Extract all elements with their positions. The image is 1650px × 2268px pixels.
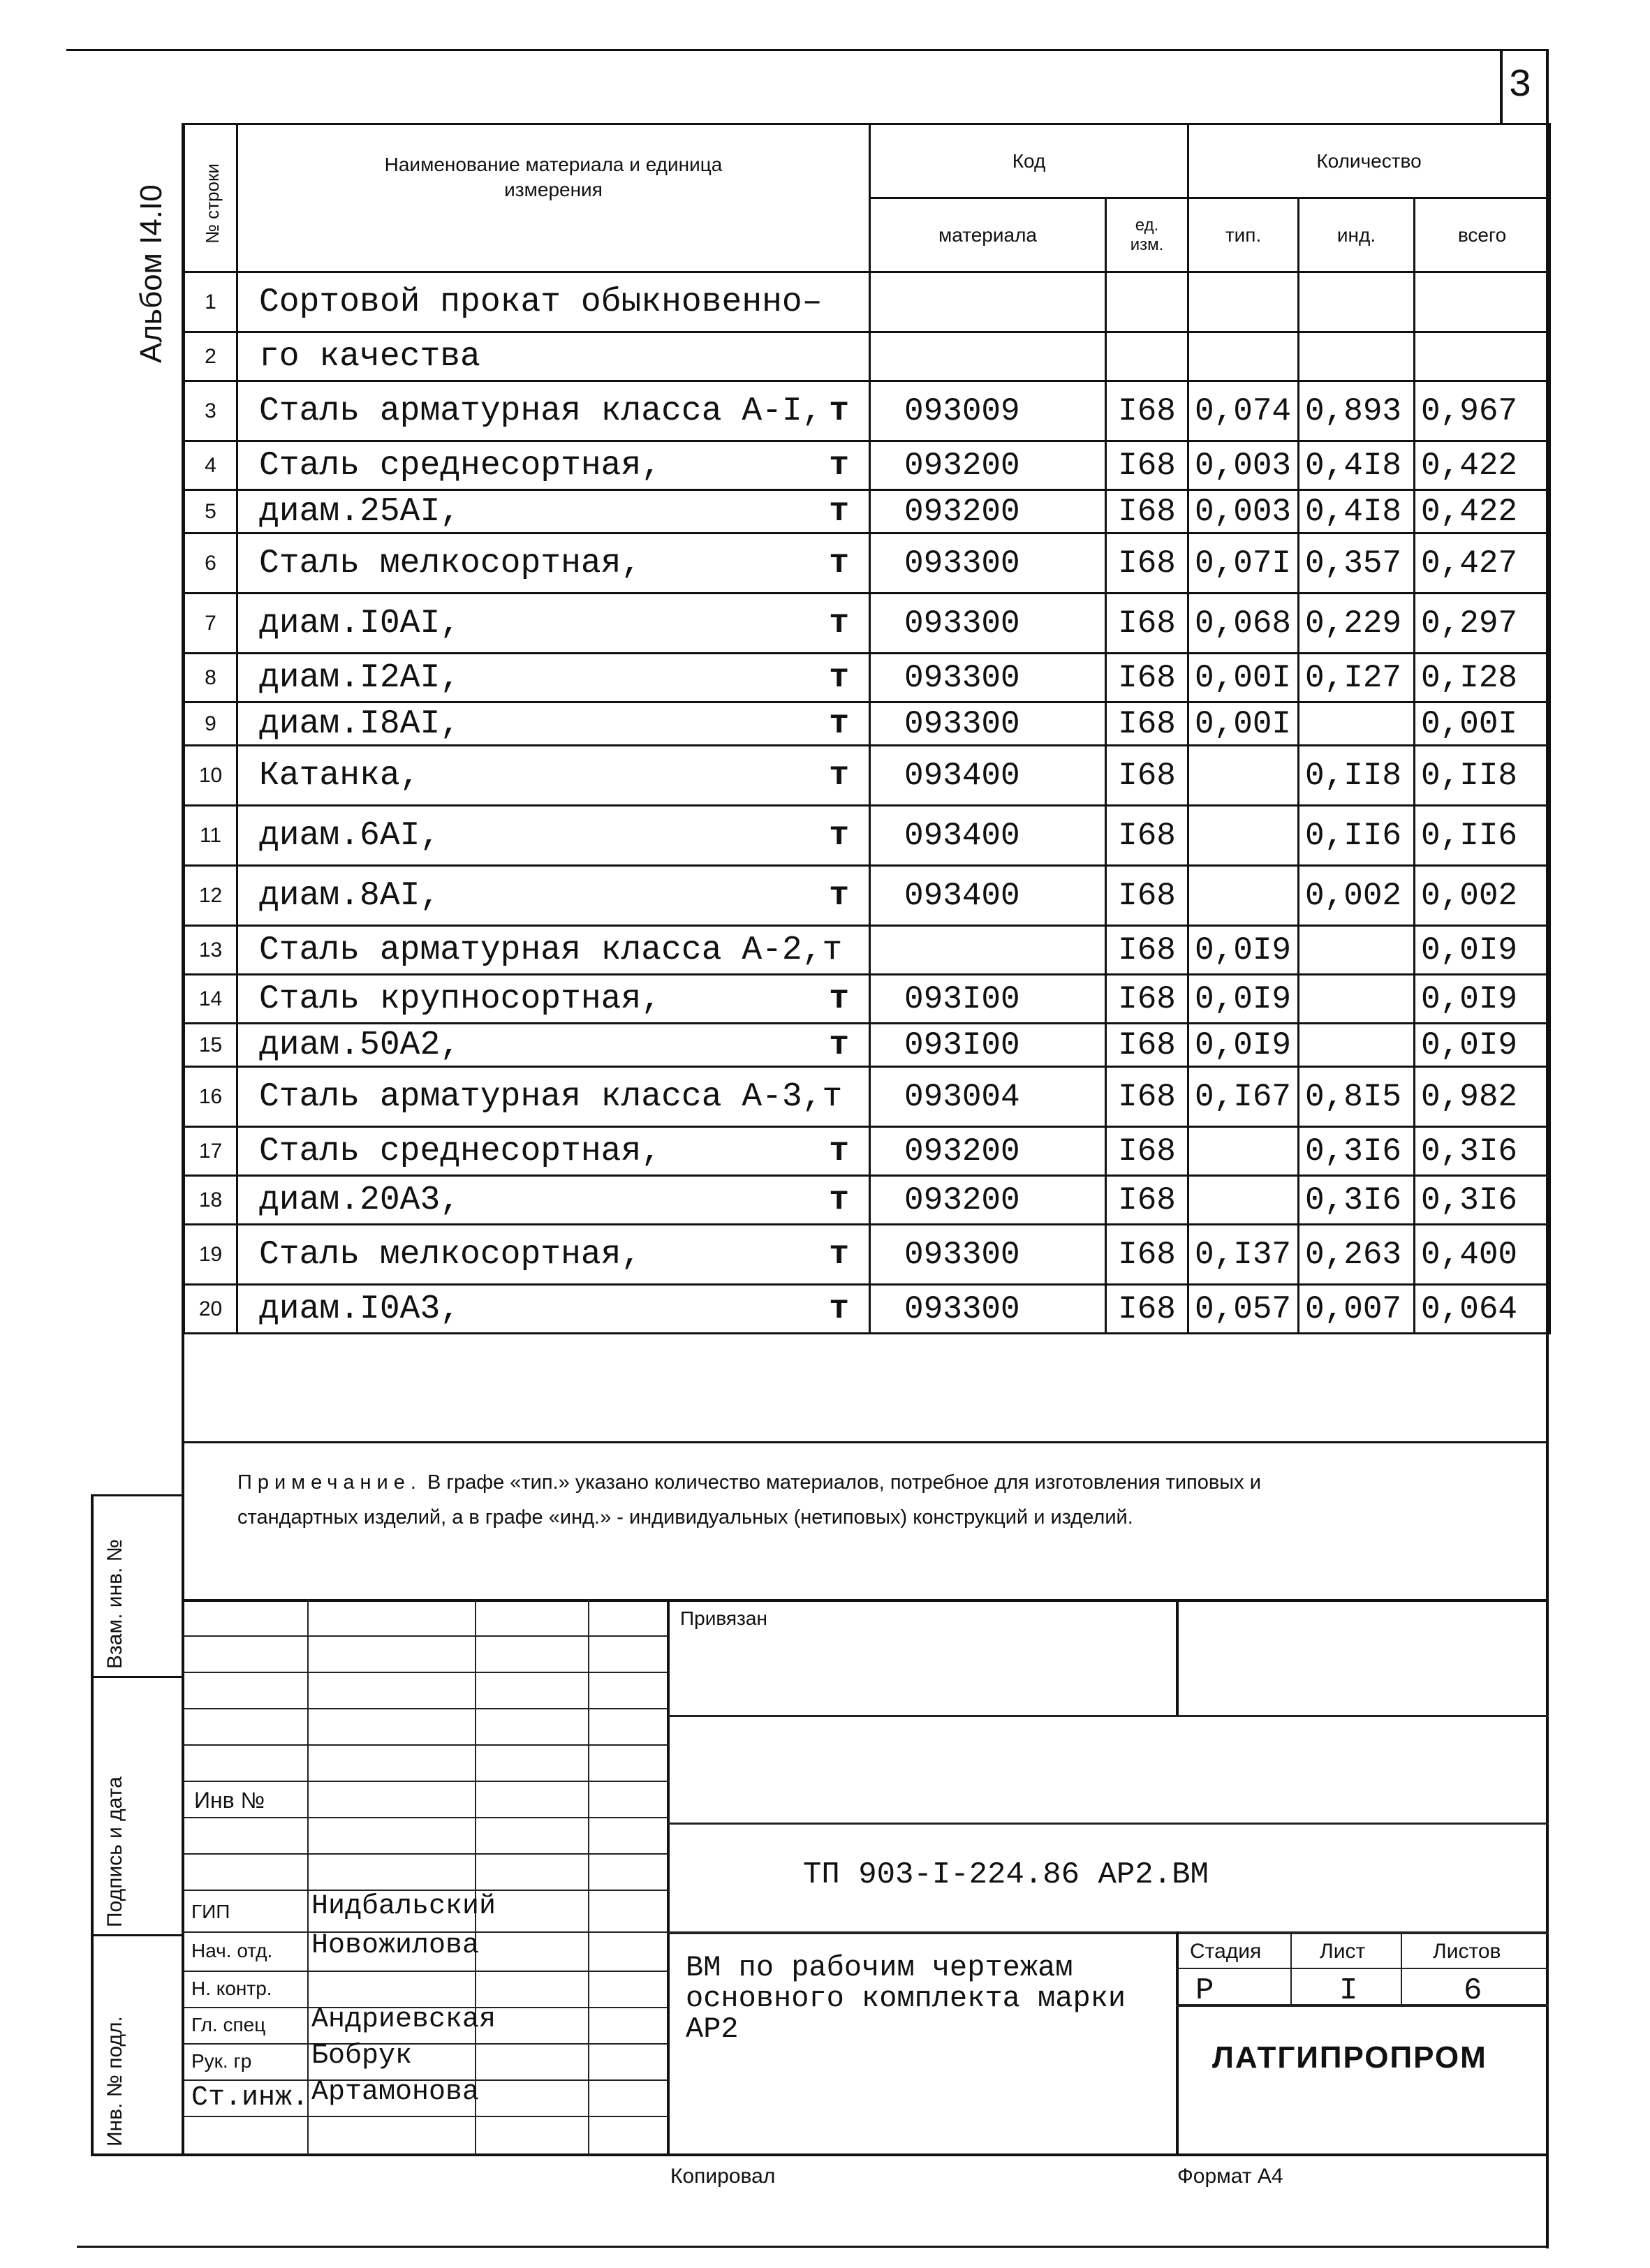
material-name: Сталь арматурная класса А-2,т [237,926,870,975]
unit-code: І68 [1106,866,1188,926]
table-row [184,1024,1550,1067]
stage-label: Стадия [1190,1940,1262,1963]
qty-typ: 0,0І9 [1188,926,1299,975]
table-row [184,381,1550,441]
org-name: ЛАТГИПРОПРОМ [1212,2040,1487,2075]
qty-ind: 0,893 [1299,381,1415,441]
unit-code [1106,332,1188,381]
stamp-col-2 [475,1599,476,2155]
bottom-border [77,2246,1549,2248]
stage-col-2 [1401,1931,1402,2005]
unit-label: т [829,544,849,582]
qty-ind: 0,357 [1299,533,1415,594]
material-code [870,272,1106,332]
qty-total: 0,ІІ6 [1415,806,1550,866]
material-code: 093200 [870,1176,1106,1225]
qty-total: 0,002 [1415,866,1550,926]
qty-ind: 0,ІІ8 [1299,746,1415,806]
qty-typ: 0,00І [1188,654,1299,702]
table-row [184,1285,1550,1334]
table-row [184,1067,1550,1127]
material-name: го качества [237,332,870,381]
row-number: 5 [184,490,237,533]
top-border [66,49,1547,51]
note-block [237,1465,1285,1535]
qty-ind: 0,3І6 [1299,1127,1415,1176]
stamp-row-1 [183,1635,668,1637]
inv-no-label: Инв № [194,1788,265,1813]
sheets-label: Листов [1433,1940,1501,1963]
qty-total: 0,400 [1415,1225,1550,1285]
sheets-value: 6 [1464,1973,1482,2008]
side-label-vzam: Взам. инв. № [103,1539,126,1669]
material-code: 093004 [870,1067,1106,1127]
material-code: 093009 [870,381,1106,441]
qty-typ [1188,1176,1299,1225]
row-number: 15 [184,1024,237,1067]
side-strip-border [91,1494,94,2155]
stamp-row-7 [183,1853,668,1855]
material-code: 093300 [870,1285,1106,1334]
qty-ind: 0,002 [1299,866,1415,926]
row-number: 9 [184,702,237,746]
material-name: диам.І0А3, т [237,1285,870,1334]
table-row [184,654,1550,702]
materials-table [183,123,1551,1334]
material-code [870,926,1106,975]
qty-typ [1188,806,1299,866]
material-name: Сталь арматурная класса А-3,т [237,1067,870,1127]
role-label: ГИП [191,1901,230,1922]
table-row [184,806,1550,866]
row-number: 14 [184,975,237,1024]
side-strip-div-2 [91,1676,183,1678]
qty-typ: 0,074 [1188,381,1299,441]
qty-ind [1299,702,1415,746]
header-name: Наименование материала и единица измерения [237,124,870,272]
material-name: диам.25АІ, т [237,490,870,533]
qty-typ: 0,І37 [1188,1225,1299,1285]
material-name: Сталь среднесортная, т [237,1127,870,1176]
row-number: 11 [184,806,237,866]
qty-total [1415,272,1550,332]
qty-total: 0,00І [1415,702,1550,746]
qty-ind: 0,І27 [1299,654,1415,702]
table-row [184,441,1550,490]
row-number: 7 [184,594,237,654]
unit-label: т [829,756,849,795]
unit-code: І68 [1106,381,1188,441]
header-row-no: № строки [184,124,237,272]
material-code: 093І00 [870,1024,1106,1067]
qty-typ [1188,1127,1299,1176]
material-name: Катанка, т [237,746,870,806]
page-number-box-left [1500,50,1503,124]
qty-typ: 0,003 [1188,490,1299,533]
material-code: 093І00 [870,975,1106,1024]
qty-ind: 0,3І6 [1299,1176,1415,1225]
side-strip-bottom [91,2153,1549,2156]
unit-label: т [829,392,849,430]
qty-typ [1188,332,1299,381]
material-name: Сталь арматурная класса А-І, т [237,381,870,441]
unit-code: І68 [1106,746,1188,806]
table-row [184,702,1550,746]
unit-code: І68 [1106,702,1188,746]
qty-total: 0,ІІ8 [1415,746,1550,806]
row-number: 10 [184,746,237,806]
row-number: 1 [184,272,237,332]
role-label: Гл. спец [191,2014,266,2035]
row-number: 13 [184,926,237,975]
material-name: Сталь мелкосортная, т [237,1225,870,1285]
stamp-row-6 [183,1817,668,1818]
material-code: 093300 [870,654,1106,702]
header-ind: инд. [1299,198,1415,272]
row-number: 2 [184,332,237,381]
unit-label: т [829,1026,849,1064]
unit-code: І68 [1106,594,1188,654]
unit-label: т [829,816,849,855]
stamp-col-1 [307,1599,309,2155]
unit-label: т [829,658,849,697]
material-code: 093300 [870,533,1106,594]
doc-code: ТП 903-І-224.86 АР2.ВМ [803,1857,1209,1892]
material-name: диам.8АІ, т [237,866,870,926]
qty-ind [1299,272,1415,332]
row-number: 12 [184,866,237,926]
material-code: 093300 [870,594,1106,654]
qty-total: 0,І28 [1415,654,1550,702]
table-row [184,926,1550,975]
unit-code: І68 [1106,1127,1188,1176]
unit-code: І68 [1106,1225,1188,1285]
qty-total [1415,332,1550,381]
unit-code: І68 [1106,926,1188,975]
qty-ind: 0,8І5 [1299,1067,1415,1127]
material-name: Сталь среднесортная, т [237,441,870,490]
qty-total: 0,0І9 [1415,975,1550,1024]
qty-typ: 0,07І [1188,533,1299,594]
qty-typ: 0,І67 [1188,1067,1299,1127]
header-typ: тип. [1188,198,1299,272]
code-row-bottom [668,1931,1549,1934]
material-code: 093200 [870,490,1106,533]
privyazan-label: Привязан [680,1607,767,1629]
qty-ind: 0,263 [1299,1225,1415,1285]
material-name: диам.І8АІ, т [237,702,870,746]
unit-code [1106,272,1188,332]
title-divider [1176,1931,1179,2155]
unit-label: т [829,492,849,531]
table-row [184,1176,1550,1225]
unit-code: І68 [1106,975,1188,1024]
note-text: В графе «тип.» указано количество материалов, потребное для изготовления типовых и стандартных изделий, а в графе «инд.» - индивидуальных (нетиповых) конструкций и изделий. [237,1471,1261,1529]
unit-code: І68 [1106,1067,1188,1127]
role-label: Ст.инж. [191,2082,309,2114]
album-label: Альбом І4.І0 [134,184,168,363]
qty-ind [1299,332,1415,381]
row-number: 4 [184,441,237,490]
stamp-row-3 [183,1708,668,1709]
sheet-value: І [1339,1973,1358,2008]
qty-total: 0,982 [1415,1067,1550,1127]
row-number: 6 [184,533,237,594]
note-top-line [183,1441,1549,1443]
row-number: 19 [184,1225,237,1285]
qty-ind: 0,4І8 [1299,441,1415,490]
row-number: 20 [184,1285,237,1334]
row-number: 16 [184,1067,237,1127]
note-prefix: Примечание. [237,1471,422,1494]
qty-typ [1188,866,1299,926]
signer-name: Нидбальский [311,1891,496,1922]
row-number: 3 [184,381,237,441]
privyazan-divider [1176,1599,1179,1715]
signer-name: Андриевская [311,2004,496,2035]
unit-label: т [829,980,849,1018]
role-label: Рук. гр [191,2050,252,2072]
unit-label: т [829,1181,849,1219]
material-code [870,332,1106,381]
unit-code: І68 [1106,1176,1188,1225]
unit-label: т [829,446,849,485]
material-name: диам.І0АІ, т [237,594,870,654]
side-strip-div-1 [91,1494,183,1496]
qty-typ: 0,00І [1188,702,1299,746]
sheet-label: Лист [1320,1940,1366,1963]
material-code: 093400 [870,746,1106,806]
qty-total: 0,422 [1415,490,1550,533]
qty-total: 0,967 [1415,381,1550,441]
stamp-col-4 [667,1599,670,2155]
unit-code: І68 [1106,654,1188,702]
qty-typ: 0,0І9 [1188,975,1299,1024]
stamp-col-3 [588,1599,589,2155]
unit-label: т [829,1132,849,1170]
signer-name: Бобрук [311,2040,413,2072]
table-row [184,1127,1550,1176]
material-code: 093300 [870,702,1106,746]
material-name: Сталь крупносортная, т [237,975,870,1024]
qty-total: 0,064 [1415,1285,1550,1334]
material-name: диам.6АІ, т [237,806,870,866]
stamp-row-10 [183,1971,668,1972]
qty-typ: 0,068 [1188,594,1299,654]
qty-ind: 0,ІІ6 [1299,806,1415,866]
qty-total: 0,422 [1415,441,1550,490]
table-row [184,533,1550,594]
signer-name: Артамонова [311,2077,480,2108]
row-number: 17 [184,1127,237,1176]
unit-label: т [829,604,849,642]
table-row [184,1225,1550,1285]
material-name: Сортовой прокат обыкновенно– [237,272,870,332]
qty-typ: 0,003 [1188,441,1299,490]
stage-col-1 [1290,1931,1292,2005]
side-label-podpis: Подпись и дата [103,1776,126,1927]
qty-total: 0,3І6 [1415,1176,1550,1225]
stage-row-1 [1176,1968,1549,1969]
copied-label: Копировал [670,2165,776,2188]
qty-typ: 0,0І9 [1188,1024,1299,1067]
material-name: диам.50А2, т [237,1024,870,1067]
table-row [184,490,1550,533]
privyazan-bottom [668,1715,1549,1717]
header-code: Код [870,124,1188,198]
unit-label: т [829,705,849,743]
material-name: Сталь мелкосортная, т [237,533,870,594]
qty-ind: 0,4І8 [1299,490,1415,533]
material-code: 093400 [870,866,1106,926]
table-row [184,975,1550,1024]
table-row [184,866,1550,926]
table-row [184,594,1550,654]
qty-total: 0,3І6 [1415,1127,1550,1176]
qty-ind [1299,926,1415,975]
material-code: 093200 [870,441,1106,490]
header-total: всего [1415,198,1550,272]
table-row [184,746,1550,806]
unit-code: І68 [1106,490,1188,533]
material-code: 093200 [870,1127,1106,1176]
qty-typ [1188,746,1299,806]
row-number: 18 [184,1176,237,1225]
stamp-row-5 [183,1781,668,1782]
page-number: 3 [1508,63,1532,108]
stamp-top [183,1599,1549,1602]
qty-typ: 0,057 [1188,1285,1299,1334]
stamp-row-12 [183,2043,668,2045]
stage-row-2 [1176,2004,1549,2007]
material-name: диам.20А3, т [237,1176,870,1225]
unit-code: І68 [1106,1024,1188,1067]
qty-ind [1299,1024,1415,1067]
qty-ind: 0,229 [1299,594,1415,654]
unit-code: І68 [1106,1285,1188,1334]
unit-label: т [829,1290,849,1328]
material-name: диам.І2АІ, т [237,654,870,702]
stage-value: Р [1195,1973,1214,2008]
role-label: Нач. отд. [191,1940,273,1961]
table-row [184,272,1550,332]
stamp-row-4 [183,1744,668,1746]
header-quantity: Количество [1188,124,1550,198]
material-code: 093400 [870,806,1106,866]
stamp-row-14 [183,2116,668,2117]
role-label: Н. контр. [191,1978,272,1999]
doc-title: ВМ по рабочим чертежам основного комплекта марки АР2 [686,1951,1126,2046]
side-strip-div-3 [91,1934,183,1936]
code-row-top [668,1822,1549,1825]
unit-code: І68 [1106,441,1188,490]
qty-ind: 0,007 [1299,1285,1415,1334]
table-row [184,332,1550,381]
side-label-inv-podl: Инв. № подл. [103,2016,126,2146]
qty-total: 0,427 [1415,533,1550,594]
unit-code: І68 [1106,806,1188,866]
qty-total: 0,297 [1415,594,1550,654]
unit-label: т [829,876,849,915]
format-label: Формат А4 [1177,2165,1283,2188]
header-material: материала [870,198,1106,272]
stamp-row-2 [183,1672,668,1673]
row-number: 8 [184,654,237,702]
unit-code: І68 [1106,533,1188,594]
header-unit: ед. изм. [1106,198,1188,272]
qty-total: 0,0І9 [1415,926,1550,975]
qty-typ [1188,272,1299,332]
material-code: 093300 [870,1225,1106,1285]
qty-ind [1299,975,1415,1024]
signer-name: Новожилова [311,1930,480,1961]
qty-total: 0,0І9 [1415,1024,1550,1067]
unit-label: т [829,1235,849,1274]
